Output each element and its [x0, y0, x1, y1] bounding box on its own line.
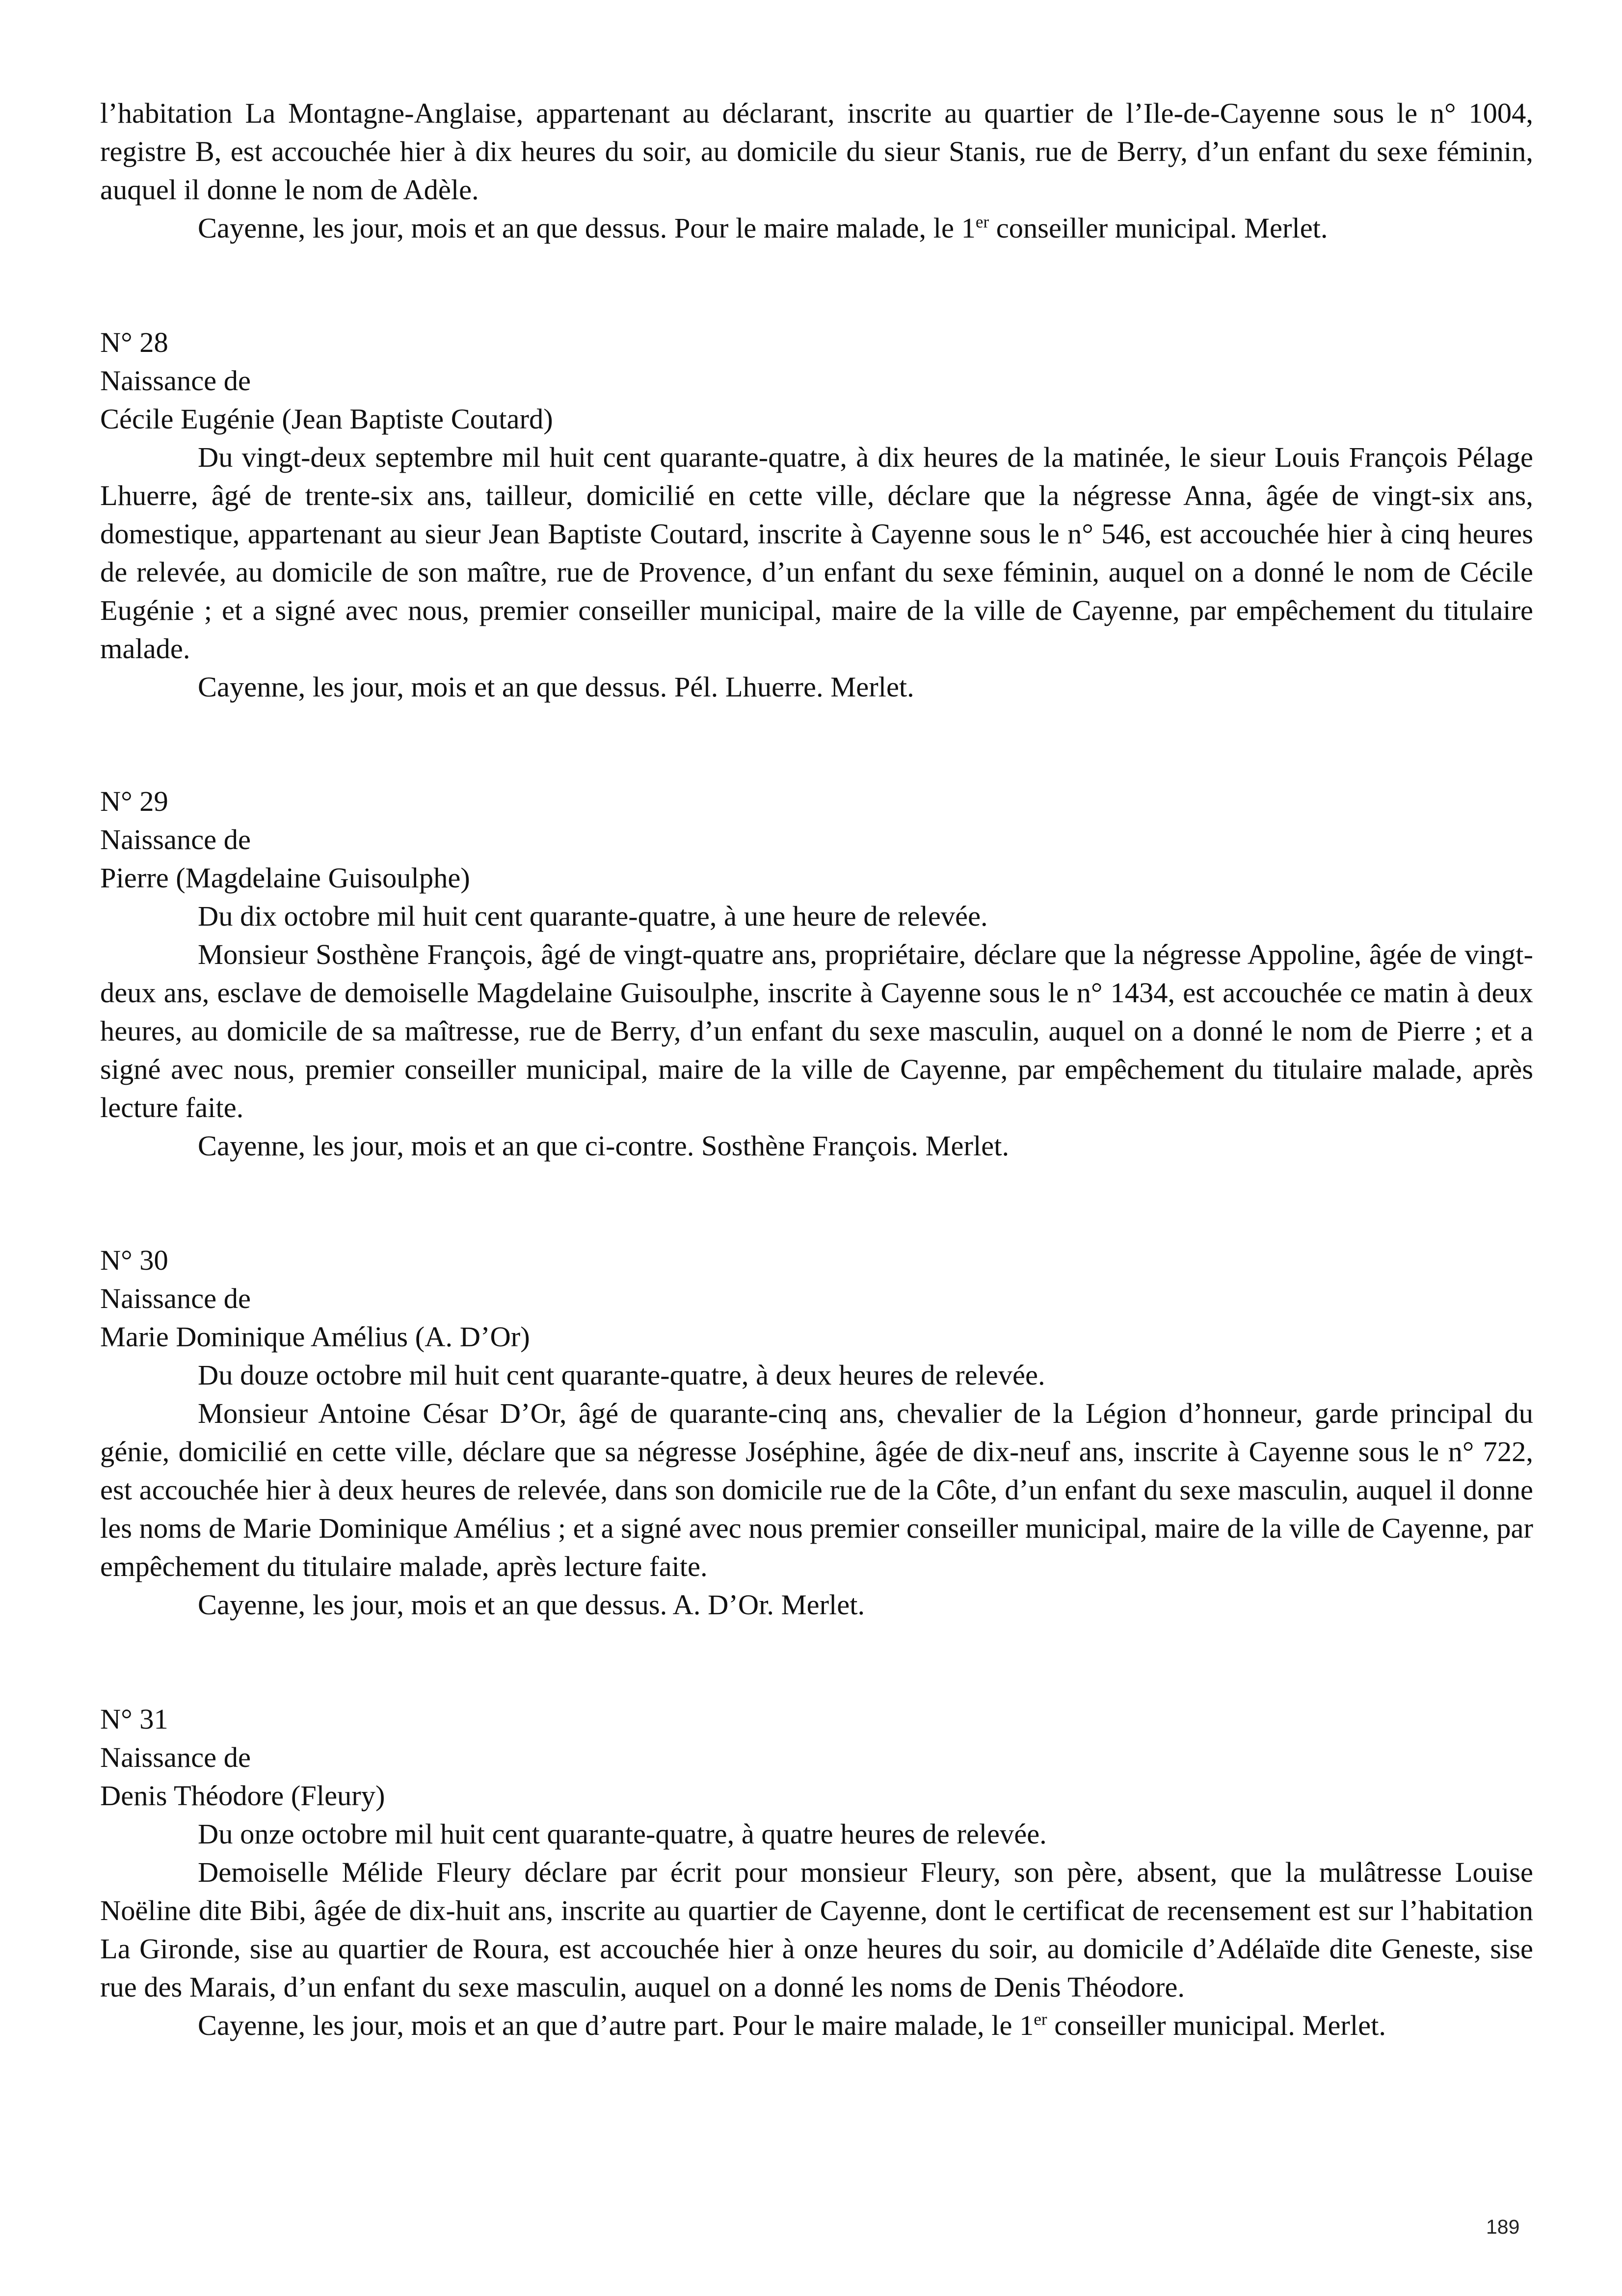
entry-heading: Naissance de [100, 1741, 251, 1773]
entry-heading: Naissance de [100, 1282, 251, 1314]
entry-closing: Cayenne, les jour, mois et an que dessus. Pél. Lhuerre. Merlet. [198, 671, 914, 703]
birth-entry-30 [100, 1241, 1533, 1624]
entry-closing: Cayenne, les jour, mois et an que dessus. A. D’Or. Merlet. [198, 1589, 865, 1621]
entry-number: N° 28 [100, 326, 168, 358]
entry-date-line: Du onze octobre mil huit cent quarante-quatre, à quatre heures de relevée. [198, 1818, 1047, 1850]
opening-fragment [100, 94, 1533, 247]
page-number: 189 [1486, 2216, 1520, 2238]
entry-date-line: Du dix octobre mil huit cent quarante-quatre, à une heure de relevée. [198, 900, 988, 932]
entry-number: N° 29 [100, 785, 168, 817]
document-page [100, 94, 1533, 2045]
entry-closing: Cayenne, les jour, mois et an que d’autre part. Pour le maire malade, le 1er conseiller municipal. Merlet. [198, 2009, 1386, 2041]
entry-subject: Denis Théodore (Fleury) [100, 1780, 385, 1812]
entry-body: Monsieur Antoine César D’Or, âgé de quarante-cinq ans, chevalier de la Légion d’honneur, garde principal du génie, domicilié en cette ville, déclare que sa négresse Joséphine, âgée de dix-neuf ans, inscrite à Cayenne sous le n° 722, est accouchée hier à deux heures de relevée, dans son domicile rue de la Côte, d’un enfant du sexe masculin, auquel il donne les noms de Marie Dominique Amélius ; et a signé avec nous premier conseiller municipal, maire de la ville de Cayenne, par empêchement du titulaire malade, après lecture faite. [100, 1397, 1533, 1582]
entry-body: Du vingt-deux septembre mil huit cent quarante-quatre, à dix heures de la matinée, le sieur Louis François Pélage Lhuerre, âgé de trente-six ans, tailleur, domicilié en cette ville, déclare que la négresse Anna, âgée de vingt-six ans, domestique, appartenant au sieur Jean Baptiste Coutard, inscrite à Cayenne sous le n° 546, est accouchée hier à cinq heures de relevée, au domicile de son maître, rue de Provence, d’un enfant du sexe féminin, auquel on a donné le nom de Cécile Eugénie ; et a signé avec nous, premier conseiller municipal, maire de la ville de Cayenne, par empêchement du titulaire malade. [100, 441, 1533, 665]
entry-subject: Marie Dominique Amélius (A. D’Or) [100, 1321, 530, 1353]
entry-date-line: Du douze octobre mil huit cent quarante-quatre, à deux heures de relevée. [198, 1359, 1045, 1391]
entry-body: Demoiselle Mélide Fleury déclare par écrit pour monsieur Fleury, son père, absent, que la mulâtresse Louise Noëline dite Bibi, âgée de dix-huit ans, inscrite au quartier de Cayenne, dont le certificat de recensement est sur l’habitation La Gironde, sise au quartier de Roura, est accouchée hier à onze heures du soir, au domicile d’Adélaïde dite Geneste, sise rue des Marais, d’un enfant du sexe masculin, auquel on a donné les noms de Denis Théodore. [100, 1856, 1533, 2003]
entry-subject: Pierre (Magdelaine Guisoulphe) [100, 862, 470, 894]
entry-heading: Naissance de [100, 365, 251, 397]
entry-closing: Cayenne, les jour, mois et an que ci-contre. Sosthène François. Merlet. [198, 1130, 1010, 1162]
birth-entry-28 [100, 323, 1533, 706]
entry-heading: Naissance de [100, 824, 251, 855]
birth-entry-31 [100, 1700, 1533, 2045]
entry-number: N° 31 [100, 1703, 168, 1735]
entry-number: N° 30 [100, 1244, 168, 1276]
entry-subject: Cécile Eugénie (Jean Baptiste Coutard) [100, 403, 553, 435]
opening-paragraph: l’habitation La Montagne-Anglaise, appartenant au déclarant, inscrite au quartier de l’Ile-de-Cayenne sous le n° 1004, registre B, est accouchée hier à dix heures du soir, au domicile du sieur Stanis, rue de Berry, d’un enfant du sexe féminin, auquel il donne le nom de Adèle. [100, 97, 1533, 206]
entry-body: Monsieur Sosthène François, âgé de vingt-quatre ans, propriétaire, déclare que la négresse Appoline, âgée de vingt-deux ans, esclave de demoiselle Magdelaine Guisoulphe, inscrite à Cayenne sous le n° 1434, est accouchée ce matin à deux heures, au domicile de sa maîtresse, rue de Berry, d’un enfant du sexe masculin, auquel on a donné le nom de Pierre ; et a signé avec nous, premier conseiller municipal, maire de la ville de Cayenne, par empêchement du titulaire malade, après lecture faite. [100, 938, 1533, 1123]
birth-entry-29 [100, 782, 1533, 1165]
opening-closing: Cayenne, les jour, mois et an que dessus. Pour le maire malade, le 1er conseiller municipal. Merlet. [198, 212, 1328, 244]
